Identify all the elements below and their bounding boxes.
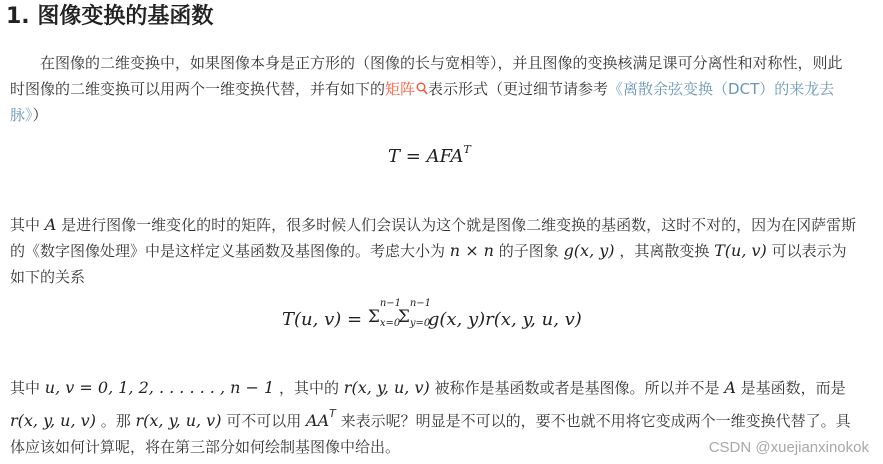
equation-taft — [388, 143, 471, 167]
eq2-sum-x — [367, 298, 402, 329]
section-heading: 1. 图像变换的基函数 — [6, 4, 214, 29]
dct-article-link[interactable]: 《离散余弦变换（DCT）的来龙去脉》 — [10, 80, 835, 124]
intro-text-b: 表示形式（更过细节请参考 — [428, 80, 609, 98]
equation-transform — [282, 298, 582, 330]
matrix-link-label: 矩阵 — [385, 80, 416, 98]
basis-text-4: 是基函数，而是 — [740, 379, 846, 397]
paragraph-definition — [10, 212, 860, 290]
def-text-1: 其中 — [10, 216, 41, 234]
eq1-rhs: AFA — [426, 146, 464, 167]
basis-text-5: 。那 — [100, 412, 131, 430]
basis-text-3: 被称作是基函数或者是基图像。所以并不是 — [434, 379, 720, 397]
basis-math-r2: r(x, y, u, v) — [10, 411, 96, 430]
basis-math-AAT-sup: T — [329, 407, 336, 420]
def-math-Tuv: T(u, v) — [714, 241, 767, 260]
eq2-equals: = — [347, 309, 363, 330]
basis-text-1: 其中 — [10, 379, 41, 397]
basis-text-6: 可不可以用 — [226, 412, 302, 430]
basis-math-uv: u, v = 0, 1, 2, . . . . . . , n − 1 — [44, 378, 275, 397]
def-text-2: 是进行图像一维变化的时的矩阵，很多时候人们会误认为这个就是图像二维变换的基函数，这时不对的，因为在冈萨雷斯的《数字图像处理》中是这样定义基函数及基图像的。考虑大小为 — [10, 216, 857, 260]
def-text-3: 的子图象 — [498, 242, 559, 260]
eq1-sup: T — [463, 143, 471, 156]
sum-y-lower: y=0 — [409, 318, 431, 329]
eq2-lhs: T(u, v) — [282, 309, 342, 330]
intro-text-a: 在图像的二维变换中，如果图像本身是正方形的（图像的长与宽相等），并且图像的变换核满足课可分离性和对称性，则此时图像的二维变换可以用两个一维变换代替，并有如下的 — [10, 54, 843, 98]
paragraph-intro — [10, 50, 850, 128]
def-math-A: A — [44, 215, 57, 234]
basis-math-r1: r(x, y, u, v) — [343, 378, 430, 397]
basis-math-r3: r(x, y, u, v) — [135, 411, 222, 430]
eq2-sum-y — [397, 298, 432, 329]
sum-symbol-y: Σ — [397, 307, 410, 327]
basis-text-2: ，其中的 — [279, 379, 340, 397]
sum-y-upper: n−1 — [409, 298, 432, 309]
def-text-4: ，其离散变换 — [619, 242, 710, 260]
sum-x-upper: n−1 — [379, 298, 402, 309]
sum-x-lower: x=0 — [379, 318, 401, 329]
eq2-tail: g(x, y)r(x, y, u, v) — [427, 309, 582, 330]
def-text-5: 可以表示为如下的关系 — [10, 242, 847, 286]
def-math-gxy: g(x, y) — [563, 241, 615, 260]
eq1-lhs: T — [388, 146, 401, 167]
basis-math-AAT: AA — [306, 411, 330, 430]
basis-math-A: A — [724, 378, 736, 397]
intro-text-c: ） — [32, 106, 48, 124]
csdn-watermark: CSDN @xuejianxinokok — [708, 439, 869, 456]
search-icon — [416, 82, 428, 95]
matrix-link[interactable] — [385, 80, 428, 98]
def-math-nxn: n × n — [449, 241, 494, 260]
eq1-equals: = — [405, 146, 421, 167]
basis-text-7: 来表示呢？明显是不可以的，要不也就不用将它变成两个一维变换代替了。具体应该如何计算呢，将在第三部分如何绘制基图像中给出。 — [10, 412, 851, 456]
sum-symbol-x: Σ — [367, 307, 380, 327]
